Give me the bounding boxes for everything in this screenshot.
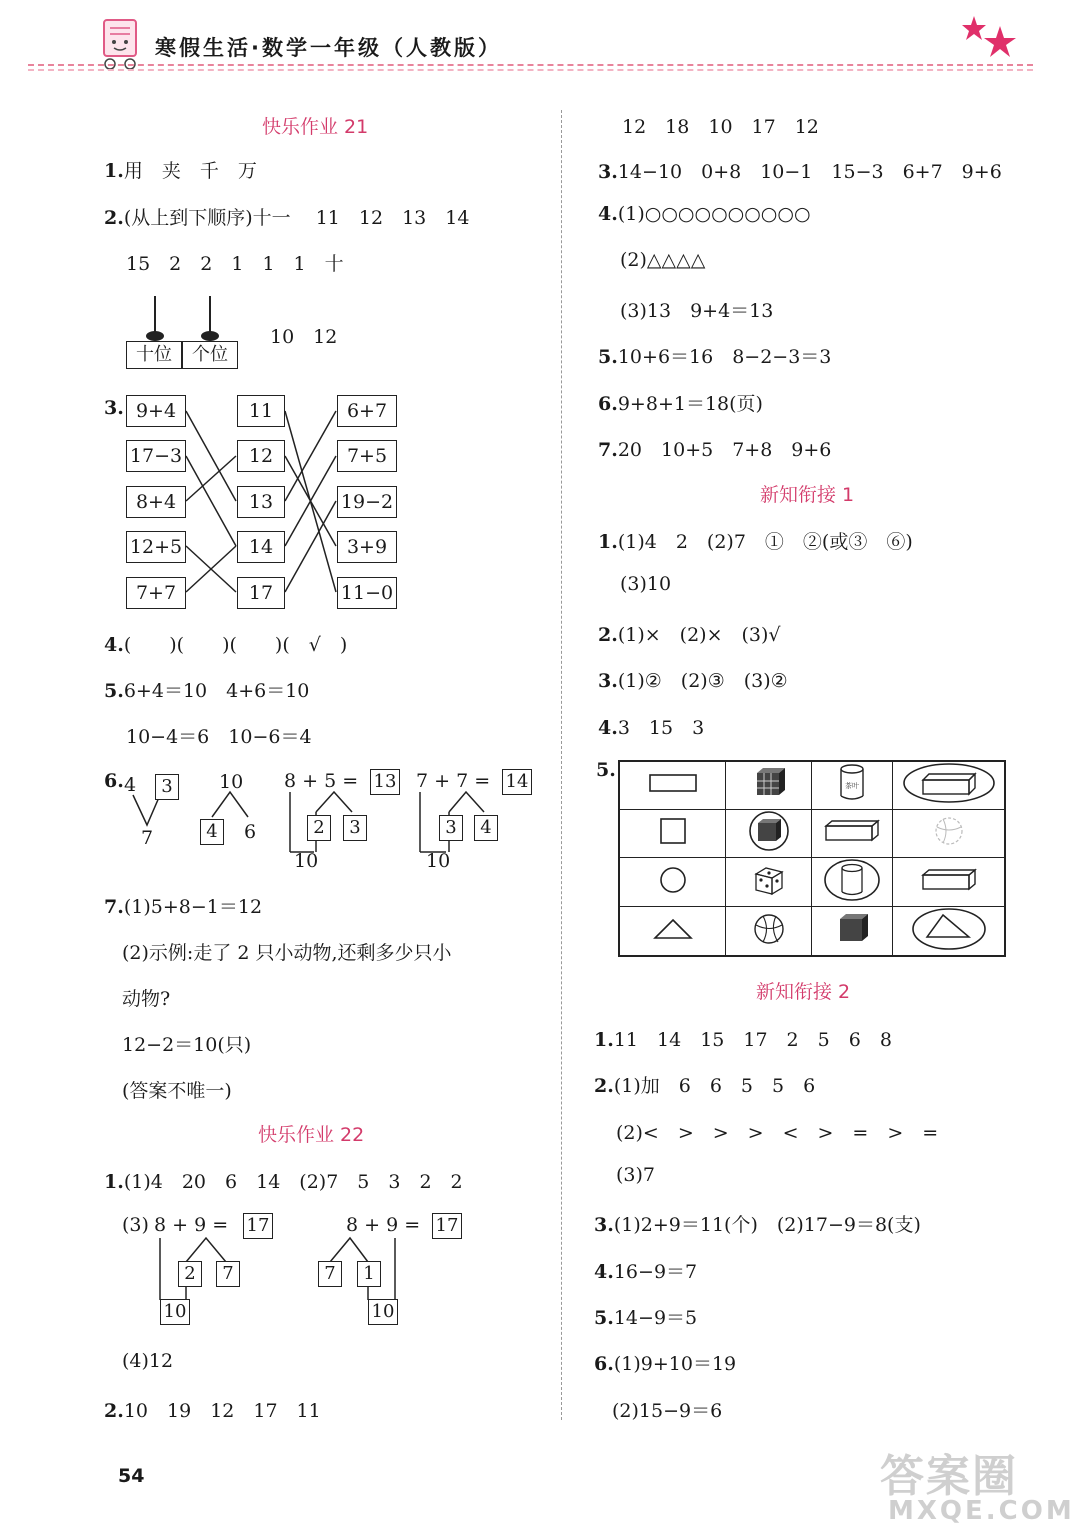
split-a-total: 7 xyxy=(141,827,154,849)
x1-q5-number: 5. xyxy=(596,759,616,781)
q2-line-b: 15 2 2 1 1 1 十 xyxy=(126,253,344,275)
q5-line-b: 10−4＝6 10−6＝4 xyxy=(126,726,312,748)
cube-circled-icon xyxy=(726,809,812,857)
q2-line-a: 2.(从上到下顺序)十一 11 12 13 14 xyxy=(104,207,470,229)
s22-m2-expr: 8 + 9 = xyxy=(346,1214,421,1236)
split-d-box2: 4 xyxy=(474,815,498,841)
ball-icon xyxy=(893,809,1006,857)
cuboid-icon xyxy=(812,809,893,857)
x2-q5-line: 5.14−9＝5 xyxy=(594,1307,698,1329)
section-title-22: 快乐作业 22 xyxy=(258,1124,365,1146)
x2-q2-line-a: 2.(1)加 6 6 5 5 6 xyxy=(594,1075,816,1097)
x2-q6-line-a: 6.(1)9+10＝19 xyxy=(594,1353,737,1375)
s22-q2-line: 2.10 19 12 17 11 xyxy=(104,1400,321,1422)
s22-m2-box2: 1 xyxy=(357,1261,381,1287)
x1-q3-line: 3.(1)② (2)③ (3)② xyxy=(598,670,788,692)
x2-q2-line-b: (2)< > > > < > = > = xyxy=(616,1122,939,1144)
split-c-box2: 3 xyxy=(343,815,367,841)
x2-q6-line-b: (2)15−9＝6 xyxy=(612,1400,723,1422)
r-q3-line: 3.14−10 0+8 10−1 15−3 6+7 9+6 xyxy=(598,161,1002,183)
triangle-shape-icon xyxy=(619,906,726,956)
x2-q3-line: 3.(1)2+9＝11(个) (2)17−9＝8(支) xyxy=(594,1214,921,1236)
s22-m2-ten: 10 xyxy=(368,1299,398,1325)
cylinder-icon xyxy=(812,761,893,809)
x1-q4-line: 4.3 15 3 xyxy=(598,717,705,739)
split-d-box1: 3 xyxy=(439,815,463,841)
q2-line-c: 10 12 xyxy=(270,326,338,348)
s22-m2-box1: 7 xyxy=(318,1261,342,1287)
rectangle-shape-icon xyxy=(619,761,726,809)
s22-m1-box1: 2 xyxy=(178,1261,202,1287)
cube-icon xyxy=(812,906,893,956)
abacus-ones-box: 个位 xyxy=(182,341,238,369)
s22-m1-box2: 7 xyxy=(216,1261,240,1287)
match-col3-item: 7+5 xyxy=(337,440,397,472)
x1-q1-line-b: (3)10 xyxy=(620,573,672,595)
watermark-logo: 答案圈 xyxy=(880,1451,1018,1502)
q7-line-b: (2)示例:走了 2 只小动物,还剩多少只小 xyxy=(122,942,452,964)
split-b-right: 6 xyxy=(244,821,257,843)
dice-icon xyxy=(726,857,812,906)
q1-line: 1.用 夹 千 万 xyxy=(104,160,257,182)
match-col3-item: 19−2 xyxy=(337,486,397,518)
cylinder-circled-icon xyxy=(812,857,893,906)
q4-line: 4.( )( )( )( √ ) xyxy=(104,634,348,656)
s22-q1-line-a: 1.(1)4 20 6 14 (2)7 5 3 2 2 xyxy=(104,1171,463,1193)
match-col2-item: 11 xyxy=(237,395,285,427)
square-shape-icon xyxy=(619,809,726,857)
r-top-line: 12 18 10 17 12 xyxy=(622,116,819,138)
section-title-21: 快乐作业 21 xyxy=(262,116,369,138)
q7-line-a: 7.(1)5+8−1＝12 xyxy=(104,896,263,918)
split-c-box1: 2 xyxy=(307,815,331,841)
header-title: 寒假生活·数学一年级（人教版） xyxy=(155,36,502,60)
match-col1-item: 17−3 xyxy=(126,440,186,472)
r-q4-line-c: (3)13 9+4＝13 xyxy=(620,300,774,322)
section-title-x2: 新知衔接 2 xyxy=(756,981,851,1003)
watermark-url: MXQE.COM xyxy=(888,1496,1075,1526)
match-col1-item: 9+4 xyxy=(126,395,186,427)
split-d-answer: 14 xyxy=(502,769,532,795)
cuboid-circled-icon xyxy=(893,761,1006,809)
match-col1-item: 12+5 xyxy=(126,531,186,563)
s22-m1-answer: 17 xyxy=(243,1213,273,1239)
match-col2-item: 14 xyxy=(237,531,285,563)
split-c-answer: 13 xyxy=(370,769,400,795)
circle-shape-icon xyxy=(619,857,726,906)
triangle-circled-icon xyxy=(893,906,1006,956)
shape-classification-table xyxy=(618,760,1006,957)
match-col1-item: 7+7 xyxy=(126,577,186,609)
q5-line-a: 5.6+4＝10 4+6＝10 xyxy=(104,680,310,702)
match-col2-item: 13 xyxy=(237,486,285,518)
split-c-ten: 10 xyxy=(294,850,319,872)
s22-m1-expr: 8 + 9 = xyxy=(154,1214,229,1236)
page-number: 54 xyxy=(118,1465,145,1487)
split-a-box: 3 xyxy=(155,774,179,800)
q7-line-e: (答案不唯一) xyxy=(122,1080,232,1102)
r-q4-line-a: 4.(1)○○○○○○○○○○ xyxy=(598,203,811,225)
ball-icon xyxy=(726,906,812,956)
split-b-total: 10 xyxy=(219,771,244,793)
s22-q1-line-d: (4)12 xyxy=(122,1350,174,1372)
split-c-expr: 8 + 5 = xyxy=(284,770,359,792)
split-b-box: 4 xyxy=(200,819,224,845)
match-col2-item: 17 xyxy=(237,577,285,609)
s22-q1-prefix: (3) xyxy=(122,1214,149,1236)
cube-icon xyxy=(726,761,812,809)
r-q5-line: 5.10+6＝16 8−2−3＝3 xyxy=(598,346,832,368)
svg-text:茶叶: 茶叶 xyxy=(845,782,859,791)
s22-m1-ten: 10 xyxy=(160,1299,190,1325)
abacus-tens-box: 十位 xyxy=(126,341,182,369)
r-q6-line: 6.9+8+1＝18(页) xyxy=(598,393,763,415)
x2-q1-line: 1.11 14 15 17 2 5 6 8 xyxy=(594,1029,892,1051)
q3-number: 3. xyxy=(104,397,124,419)
match-col3-item: 11−0 xyxy=(337,577,397,609)
q7-line-d: 12−2＝10(只) xyxy=(122,1034,252,1056)
split-d-ten: 10 xyxy=(426,850,451,872)
match-col3-item: 3+9 xyxy=(337,531,397,563)
r-q4-line-b: (2)△△△△ xyxy=(620,249,706,271)
q6-number: 6. xyxy=(104,770,124,792)
s22-m2-answer: 17 xyxy=(432,1213,462,1239)
match-col2-item: 12 xyxy=(237,440,285,472)
split-d-expr: 7 + 7 = xyxy=(416,770,491,792)
section-title-x1: 新知衔接 1 xyxy=(760,484,855,506)
match-col1-item: 8+4 xyxy=(126,486,186,518)
x1-q2-line: 2.(1)× (2)× (3)√ xyxy=(598,624,781,646)
split-a-left: 4 xyxy=(124,774,137,796)
match-col3-item: 6+7 xyxy=(337,395,397,427)
r-q7-line: 7.20 10+5 7+8 9+6 xyxy=(598,439,832,461)
x1-q1-line-a: 1.(1)4 2 (2)7 ① ②(或③ ⑥) xyxy=(598,531,913,553)
q7-line-c: 动物? xyxy=(122,988,171,1010)
cuboid-icon xyxy=(893,857,1006,906)
x2-q4-line: 4.16−9＝7 xyxy=(594,1261,698,1283)
x2-q2-line-c: (3)7 xyxy=(616,1164,656,1186)
